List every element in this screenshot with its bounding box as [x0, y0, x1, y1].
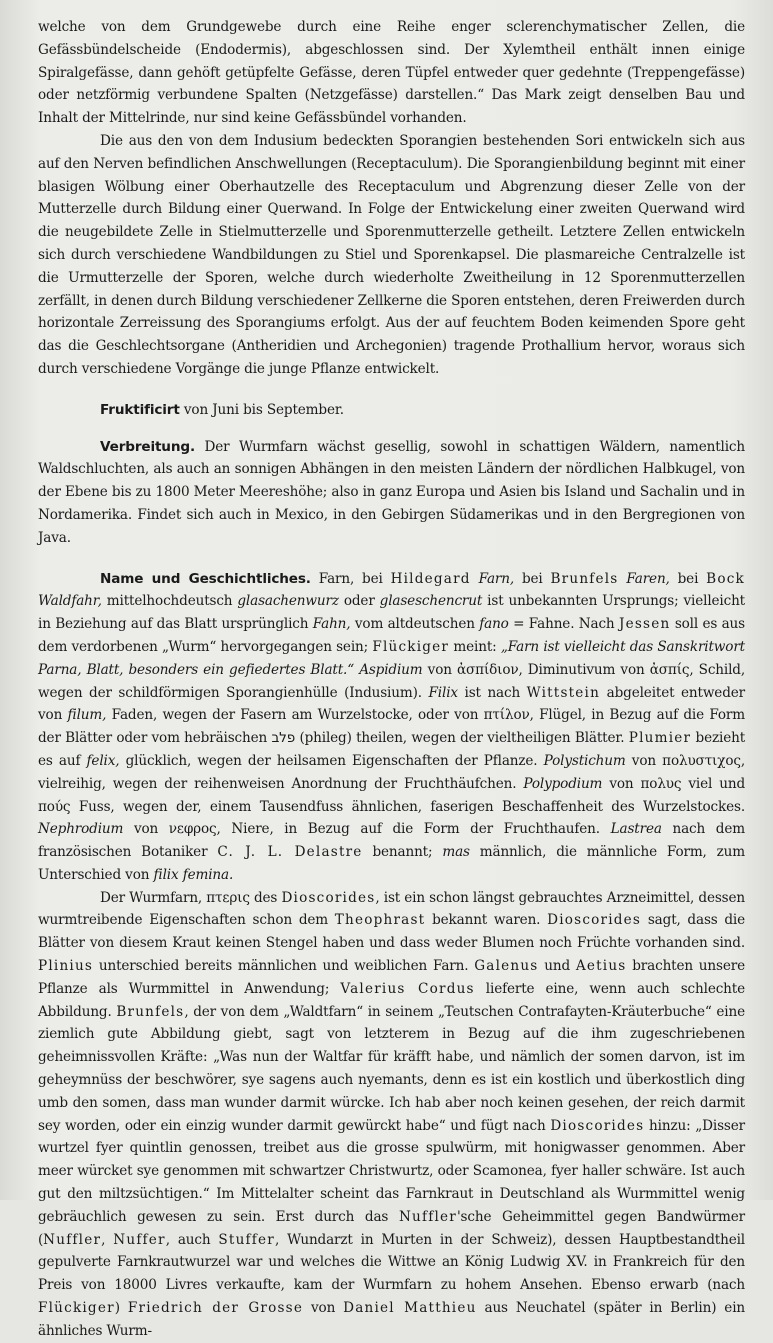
text-run: welche von dem Grundgewebe durch eine Reihe enger sclerenchymatischer Zellen, die Gefässbündelscheide (Endodermis), abgeschlossen sind. Der Xylemtheil enthält innen einige Spiralgefässe, dann gehöft getüpfelte Gefässe, deren Tüpfel entweder quer gedehnte (Treppengefässe) oder netzförmig verbundene Spalten (Netzgefässe) darstellen.“ Das Mark zeigt denselben Bau und Inhalt der Mittelrinde, nur sind keine Gefässbündel vorhanden. [38, 19, 745, 127]
person-name: Plinius [38, 958, 94, 975]
text-run: sagt, dass die Blätter von diesem Kraut keinen Stengel haben und dass weder Blumen noch Früchte vorhanden sind. [38, 912, 746, 952]
text-run: hinzu: „Disser wurtzel fyer quintlin genossen, treibet aus die grosse spulwürm, mit honigwasser genommen. Aber meer würcket sye genommen mit schwartzer Christwurtz, oder Scamonea, fyer haller schwäre. Ist auch gut den miltzsüchtigen.“ Im Mittelalter scheint das Farnkraut in Deutschland als Wurmmittel wenig gebräuchlich gewesen zu sein. Erst durch das [38, 1117, 745, 1225]
text-run: Der Wurmfarn, πτερις des [100, 889, 282, 906]
text-run: soll es aus dem verdorbenen „Wurm“ hervorgegangen sein; [38, 616, 745, 655]
text-run: nach dem französischen Botaniker [38, 821, 745, 861]
person-name: Wittstein [526, 684, 601, 701]
person-name: Stuffer [218, 1231, 275, 1248]
text-run: Faden, wegen der Fasern am Wurzelstocke, oder von πτίλον, Flügel, in Bezug auf die Form der Blätter oder vom hebräischen [38, 707, 745, 747]
person-name: Brunfels [550, 570, 619, 587]
section-heading-verbreitung: Verbreitung. [100, 438, 195, 455]
paragraph-wurmfarn-history [38, 887, 745, 1343]
text-run: ist nach [457, 684, 527, 701]
section-heading-name-geschichtliches: Name und Geschichtliches. [100, 570, 311, 587]
text-run: Der Wurmfarn wächst gesellig, sowohl in schattigen Wäldern, namentlich Waldschluchten, als auch an sonnigen Abhängen in den meisten Ländern der nördlichen Halbkugel, von der Ebene bis zu 1800 Meter Meereshöhe; also in ganz Europa und Asien bis Island und Sachalin und in Nordamerika. Findet sich auch in Mexico, in den Gebirgen Südamerikas und in den Bergregionen von Java. [38, 438, 745, 546]
person-name: Nuffler [398, 1208, 457, 1225]
text-run: , [101, 1231, 114, 1248]
term: glaseschencrut [379, 593, 483, 610]
person-name: Aetius [575, 958, 627, 975]
person-name: Friedrich der Grosse [127, 1300, 304, 1317]
text-run: , ist ein schon längst gebrauchtes Arzneimittel, dessen wurmtreibende Eigenschaften schon dem [38, 889, 746, 929]
person-name: Galenus [474, 958, 539, 975]
text-run: von πολυς viel und πούς Fuss, wegen der, einem Tausendfuss ähnlichen, faserigen Beschaffenheit des Wurzelstockes. [38, 775, 746, 815]
text-run: vom altdeutschen [350, 616, 480, 633]
term: Aspidium [359, 661, 423, 678]
term: Farn, [478, 570, 515, 587]
paragraph-fruktificirt [38, 399, 745, 422]
person-name: Jessen [618, 616, 671, 633]
text-run: von νεφρος, Niere, in Bezug auf die Form der Fruchthaufen. [123, 821, 611, 838]
term: Faren, [626, 570, 670, 587]
text-run: bei [669, 570, 707, 587]
text-run: unterschied bereits männlichen und weiblichen Farn. [93, 958, 475, 975]
term: Polypodium [523, 775, 603, 792]
person-name: Dioscorides [281, 889, 376, 906]
text-run: oder [338, 593, 380, 610]
term: Waldfahr, [38, 593, 102, 610]
term: Nephrodium [38, 821, 124, 838]
text-run: 'sche Geheimmittel gegen Bandwürmer ( [38, 1208, 746, 1248]
term: Polystichum [543, 752, 626, 769]
paragraph-verbreitung [38, 436, 745, 550]
text-run: ist unbekannten Ursprungs; vielleicht in Beziehung auf das Blatt ursprünglich [38, 593, 745, 633]
paragraph-name-geschichtliches [38, 568, 745, 887]
person-name: Flückiger [38, 1300, 115, 1317]
text-run: und [538, 958, 576, 975]
text-run: bei [514, 570, 551, 587]
text-run: = Fahne. Nach [508, 616, 619, 633]
text-run: , auch [165, 1231, 219, 1248]
text-run: von ἀσπίδιον, Diminutivum von ἀσπίς, Schild, wegen der schildförmigen Sporangienhülle (Indusium). [38, 661, 746, 701]
paragraph-sporangia [38, 130, 745, 381]
section-heading-fruktificirt: Fruktificirt [100, 401, 180, 418]
text-run: , der von dem „Waldtfarn“ in seinem „Teutschen Contrafayten-Kräuterbuche“ eine ziemlich gute Abbildung giebt, sagt von letzterem in Bezug auf die ihm zugeschriebenen geheimnissvollen Kräfte: „Was nun der Waltfar für kräfft habe, und nämlich der somen darvon, ist im geheymnüss der beschwörer, sye sagens auch nyemants, denn es ist ein kostlich und überkostlich ding umb den somen, dass man wunder darmit würcke. Ich hab aber noch keinen gesehen, der reich darmit sey worden, oder ein einzig wunder darmit gewürckt habe“ und fügt nach [38, 1003, 745, 1134]
term: mas [442, 844, 470, 861]
term: Fahn, [312, 616, 351, 633]
person-name: Plumier [628, 730, 692, 747]
text-run: meint: [449, 638, 501, 655]
term: glasachenwurz [237, 593, 339, 610]
paragraph-anatomy-end [38, 16, 745, 130]
person-name: Brunfels [116, 1003, 185, 1020]
person-name: Dioscorides [547, 912, 642, 929]
person-name: Dioscorides [550, 1117, 645, 1134]
person-name: Flückiger [372, 638, 450, 655]
person-name: Theophrast [334, 912, 426, 929]
quote: „Farn ist vielleicht das Sanskritwort Parna, Blatt, besonders ein gefiedertes Blatt.“ [38, 638, 745, 678]
text-run [471, 571, 479, 587]
text-run: bezieht es auf [38, 730, 746, 769]
term: felix, [86, 752, 120, 769]
hebrew-word: פלב [271, 730, 296, 747]
term: filum, [67, 707, 107, 724]
term: filix femina. [153, 866, 234, 883]
text-run: brachten unsere Pflanze als Wurmmittel in Anwendung; [38, 958, 745, 997]
person-name: Nuffer [113, 1231, 166, 1248]
text-run: Die aus den von dem Indusium bedeckten Sporangien bestehenden Sori entwickeln sich aus auf den Nerven befindlichen Anschwellungen (Receptaculum). Die Sporangienbildung beginnt mit einer blasigen Wölbung einer Oberhautzelle des Receptaculum und Abgrenzung dieser Zelle von der Mutterzelle durch Bildung einer Querwand. In Folge der Entwickelung einer zweiten Querwand wird die neugebildete Zelle in Stielmutterzelle und Sporenmutterzelle getheilt. Letztere Zellen entwickeln sich durch verschiedene Wandbildungen zu Stiel und Sporenkapsel. Die plasmareiche Centralzelle ist die Urmutterzelle der Sporen, welche durch wiederholte Zweitheilung in 12 Sporenmutterzellen zerfällt, in denen durch Bildung verschiedener Zellkerne die Sporen entstehen, deren Freiwerden durch horizontale Zerreissung des Sporangiums erfolgt. Aus der auf feuchtem Boden keimenden Spore geht das die Geschlechtsorgane (Antheridien und Archegonien) tragende Prothallium hervor, woraus sich durch verschiedene Vorgänge die junge Pflanze entwickelt. [38, 132, 745, 377]
text-run: abgeleitet entweder von [38, 684, 745, 724]
text-run: bekannt waren. [425, 912, 548, 929]
text-run: aus Neuchatel (später in Berlin) ein ähnliches Wurm- [38, 1300, 746, 1339]
text-run: Farn, bei [310, 570, 391, 587]
text-run: ) [114, 1300, 128, 1317]
text-run: von πολυστιχος, vielreihig, wegen der reihenweisen Anordnung der Fruchthäufchen. [38, 752, 745, 792]
person-name: Bock [706, 570, 745, 587]
person-name: Nuffler [43, 1231, 102, 1248]
person-name: Valerius Cordus [340, 980, 475, 997]
text-run: (phileg) theilen, wegen der vieltheiligen Blätter. [295, 730, 629, 747]
person-name: Daniel Matthieu [343, 1300, 477, 1317]
text-run: lieferte eine, wenn auch schlechte Abbildung. [38, 980, 745, 1020]
term: Lastrea [610, 821, 662, 838]
text-run: , Wundarzt in Murten in der Schweiz), dessen Hauptbestandtheil gepulverte Farnkrautwurzel war und welches die Wittwe an König Ludwig XV. in Frankreich für den Preis von 18000 Livres verkaufte, kam der Wurmfarn zu hohem Ansehen. Ebenso erwarb (nach [38, 1231, 745, 1294]
text-run: männlich, die männliche Form, zum Unterschied von [38, 844, 745, 883]
text-run: benannt; [362, 844, 443, 861]
term: fano [479, 616, 509, 633]
text-run: von Juni bis September. [179, 401, 344, 418]
text-run: von [303, 1300, 344, 1317]
person-name: Hildegard [390, 570, 471, 587]
text-run: glücklich, wegen der heilsamen Eigenschaften der Pflanze. [119, 752, 544, 769]
person-name: C. J. L. Delastre [217, 844, 363, 861]
text-run: mittelhochdeutsch [101, 593, 238, 610]
term: Filix [428, 684, 458, 701]
